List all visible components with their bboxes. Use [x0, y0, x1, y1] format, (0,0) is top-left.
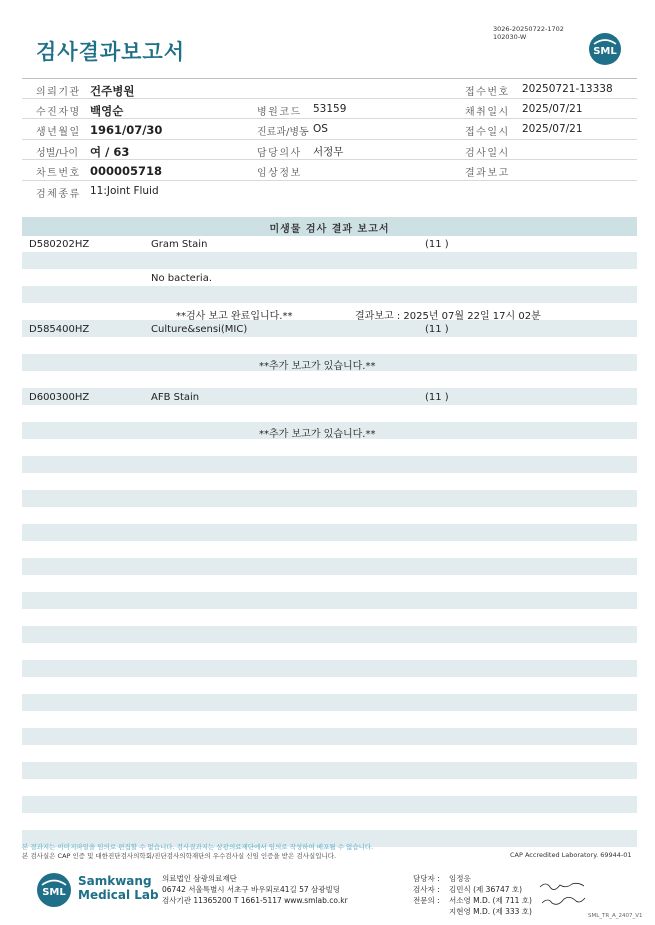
- section-header: [22, 217, 637, 236]
- info-row: [22, 160, 637, 181]
- patient-name-label: 수진자명: [36, 106, 81, 118]
- additional-report-message: **추가 보고가 있습니다.**: [259, 361, 376, 372]
- dept-label: 진료과/병동: [257, 127, 309, 138]
- footer-brand: [78, 874, 159, 902]
- birth-value: 1961/07/30: [90, 123, 163, 137]
- staff-name: 서소영 M.D. (제 711 호): [449, 896, 532, 905]
- info-row: [22, 181, 637, 202]
- chart-no-label: 차트번호: [36, 168, 81, 179]
- row-stripe: [22, 456, 637, 473]
- footer-notice: 본 결과지는 이미지파일을 임의로 편집할 수 없습니다. 검사결과지는 삼광의료재단에서 임의로 작성하여 배포될 수 없습니다.: [22, 843, 374, 851]
- address-line1: 의료법인 삼광의료재단: [162, 874, 237, 883]
- staff-role: 전문의 :: [413, 896, 440, 905]
- row-stripe: [22, 320, 637, 337]
- row-stripe: [22, 796, 637, 813]
- doctor-label: 담당의사: [257, 147, 302, 159]
- staff-name: 김민식 (제 36747 호): [449, 885, 523, 894]
- sml-footer-logo-text: SML: [42, 887, 66, 898]
- requesting-org-value: 건주병원: [90, 84, 135, 98]
- completed-message: **검사 보고 완료입니다.**: [176, 311, 293, 322]
- sex-age-label: 성별/나이: [36, 147, 79, 159]
- row-stripe: [22, 694, 637, 711]
- receipt-date-value: 2025/07/21: [522, 123, 583, 135]
- hospital-code-label: 병원코드: [257, 106, 302, 118]
- test-name: Gram Stain: [151, 239, 208, 250]
- row-stripe: [22, 524, 637, 541]
- test-name: Culture&sensi(MIC): [151, 324, 248, 335]
- cap-accreditation: CAP Accredited Laboratory. 69944-01: [510, 851, 632, 859]
- row-stripe: [22, 490, 637, 507]
- requesting-org-label: 의뢰기관: [36, 87, 81, 98]
- test-code: D580202HZ: [29, 239, 90, 250]
- row-stripe: [22, 660, 637, 677]
- staff-name: 임정응: [449, 874, 471, 883]
- result-report-label: 결과보고: [465, 168, 510, 179]
- info-row: [22, 78, 637, 99]
- test-code: D600300HZ: [29, 392, 90, 403]
- test-name: AFB Stain: [151, 392, 200, 403]
- doctor-value: 서정무: [313, 145, 344, 158]
- address-line3: 검사기관 11365200 T 1661-5117 www.smlab.co.kr: [162, 896, 348, 905]
- section-title: 미생물 검사 결과 보고서: [269, 224, 390, 235]
- row-stripe: [22, 286, 637, 303]
- info-row: [22, 140, 637, 161]
- report-time: 결과보고 : 2025년 07월 22일 17시 02분: [355, 311, 541, 322]
- sml-footer-logo: [36, 872, 72, 908]
- staff-name: 지현영 M.D. (제 333 호): [449, 907, 532, 916]
- test-code: D585400HZ: [29, 324, 90, 335]
- row-stripe: [22, 762, 637, 779]
- signature-image: [538, 879, 588, 907]
- info-row: [22, 119, 637, 140]
- address-line2: 06742 서울특별시 서초구 바우뫼로41길 57 삼광빌딩: [162, 885, 341, 894]
- row-stripe: [22, 728, 637, 745]
- page-title: 검사결과보고서: [36, 40, 186, 64]
- receipt-no-label: 접수번호: [465, 87, 510, 98]
- dept-value: OS: [313, 123, 328, 135]
- info-row: [22, 99, 637, 120]
- document-code-line2: 102030-W: [493, 33, 527, 41]
- row-stripe: [22, 592, 637, 609]
- footer-accreditation: 본 검사실은 CAP 인증 및 대한진단검사의학회/진단검사의학재단의 우수검사실 신임 인증을 받은 검사실입니다.: [22, 852, 337, 860]
- document-code-line1: 3026-20250722-1702: [493, 25, 564, 33]
- test-date-label: 검사일시: [465, 147, 510, 159]
- row-stripe: [22, 388, 637, 405]
- patient-name-value: 백영순: [90, 103, 124, 118]
- sex-age-value: 여 / 63: [90, 144, 130, 159]
- specimen-label: 검체종류: [36, 188, 81, 200]
- receipt-date-label: 접수일시: [465, 127, 510, 138]
- sml-logo-text: SML: [593, 46, 617, 57]
- receipt-no-value: 20250721-13338: [522, 83, 613, 95]
- brand-line2: Medical Lab: [78, 888, 159, 902]
- hospital-code-value: 53159: [313, 102, 347, 115]
- collect-date-value: 2025/07/21: [522, 102, 583, 115]
- staff-role: 검사자 :: [413, 885, 440, 894]
- test-specimen-no: (11 ): [425, 324, 449, 335]
- patient-info-table: [22, 78, 637, 201]
- specimen-value: 11:Joint Fluid: [90, 184, 159, 197]
- footer-address: [162, 873, 348, 906]
- staff-role: 담당자 :: [413, 874, 440, 883]
- additional-report-message: **추가 보고가 있습니다.**: [259, 429, 376, 440]
- brand-line1: Samkwang: [78, 874, 152, 888]
- test-specimen-no: (11 ): [425, 392, 449, 403]
- row-stripe: [22, 626, 637, 643]
- gram-result: No bacteria.: [151, 273, 213, 284]
- chart-no-value: 000005718: [90, 164, 163, 178]
- collect-date-label: 채취일시: [465, 106, 510, 118]
- test-specimen-no: (11 ): [425, 239, 449, 250]
- birth-label: 생년월일: [36, 127, 81, 138]
- document-code: [493, 25, 564, 41]
- clinical-info-label: 임상정보: [257, 168, 302, 179]
- row-stripe: [22, 252, 637, 269]
- form-code: SML_TR_A_2407_V1: [588, 913, 643, 919]
- sml-logo: [588, 32, 622, 66]
- row-stripe: [22, 558, 637, 575]
